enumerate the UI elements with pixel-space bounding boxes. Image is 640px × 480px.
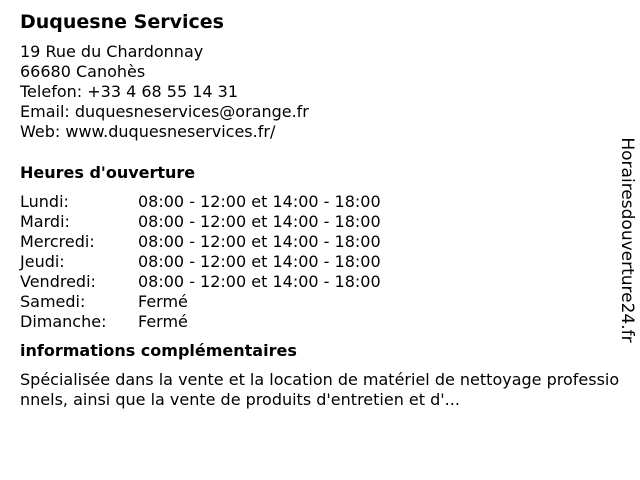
description-text: Spécialisée dans la vente et la location de matériel de nettoyage professionnels, ainsi que la vente de produits d'entretien et d'... — [20, 370, 620, 409]
address-city: 66680 Canohès — [20, 62, 146, 81]
contact-block — [20, 42, 620, 142]
hours-row-wednesday — [20, 232, 620, 252]
time-value: Fermé — [138, 292, 188, 311]
day-label: Lundi: — [20, 192, 69, 211]
info-title: informations complémentaires — [20, 341, 297, 360]
time-value: Fermé — [138, 312, 188, 331]
time-value: 08:00 - 12:00 et 14:00 - 18:00 — [138, 272, 381, 291]
day-label: Mercredi: — [20, 232, 95, 251]
business-card — [20, 8, 620, 410]
time-value: 08:00 - 12:00 et 14:00 - 18:00 — [138, 192, 381, 211]
site-watermark: Horairesdouverture24.fr — [617, 137, 637, 343]
time-value: 08:00 - 12:00 et 14:00 - 18:00 — [138, 232, 381, 251]
time-value: 08:00 - 12:00 et 14:00 - 18:00 — [138, 252, 381, 271]
hours-row-friday — [20, 272, 620, 292]
hours-row-saturday — [20, 292, 620, 312]
time-value: 08:00 - 12:00 et 14:00 - 18:00 — [138, 212, 381, 231]
day-label: Dimanche: — [20, 312, 107, 331]
hours-row-tuesday — [20, 212, 620, 232]
hours-row-monday — [20, 192, 620, 212]
day-label: Jeudi: — [20, 252, 65, 271]
address-street: 19 Rue du Chardonnay — [20, 42, 204, 61]
day-label: Samedi: — [20, 292, 86, 311]
business-name: Duquesne Services — [20, 11, 224, 33]
hours-row-sunday — [20, 312, 620, 332]
phone-text: Telefon: +33 4 68 55 14 31 — [20, 82, 239, 101]
hours-row-thursday — [20, 252, 620, 272]
web-text: Web: www.duquesneservices.fr/ — [20, 122, 276, 141]
email-text: Email: duquesneservices@orange.fr — [20, 102, 309, 121]
hours-table — [20, 192, 620, 332]
hours-title: Heures d'ouverture — [20, 163, 196, 182]
day-label: Vendredi: — [20, 272, 96, 291]
day-label: Mardi: — [20, 212, 70, 231]
